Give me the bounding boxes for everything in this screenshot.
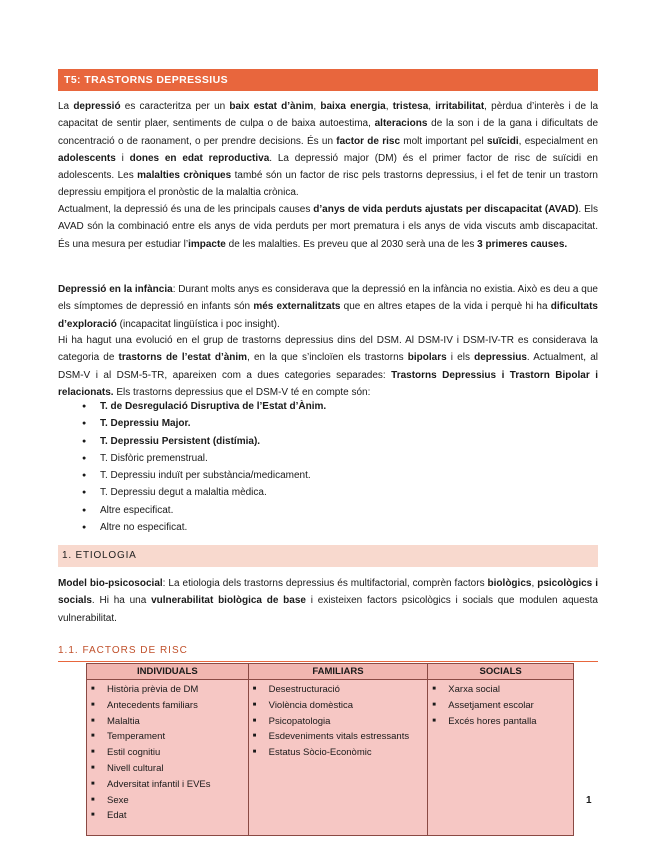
- list-item: ● T. de Desregulació Disruptiva de l’Estat d’Ànim.: [82, 398, 326, 415]
- bold-text-run: tristesa: [392, 101, 429, 112]
- text-run: La: [58, 101, 74, 112]
- chapter-title: T5: TRASTORNS DEPRESSIUS: [58, 69, 598, 91]
- list-item: ■ Violència domèstica: [253, 698, 426, 714]
- text-run: ,: [385, 101, 393, 112]
- text-run: ,: [531, 578, 538, 589]
- list-item: ■ Excés hores pantalla: [432, 714, 571, 730]
- bold-text-run: 3 primeres causes.: [477, 238, 568, 250]
- bold-text-run: depressió: [73, 101, 121, 112]
- list-item: ● T. Depressiu degut a malaltia mèdica.: [82, 484, 326, 501]
- depressive-disorders-list: [82, 398, 326, 536]
- text-run: , en la que s’incloïen els trastorns: [247, 352, 408, 364]
- section-heading-etiologia: 1. ETIOLOGIA: [58, 545, 598, 567]
- bold-text-run: adolescents: [58, 152, 116, 164]
- list-item: ● T. Depressiu induït per substància/medicament.: [82, 467, 326, 484]
- etiologia-paragraph: [58, 575, 598, 627]
- infancia-paragraph: [58, 281, 598, 333]
- bold-text-run: Trastorns Depressius i Trastorn Bipolar i relacionats.: [58, 369, 598, 398]
- text-run: i els: [446, 352, 475, 364]
- individuals-list: [91, 682, 246, 824]
- text-run: i existeixen factors psicològics i socials que modulen aquesta vulnerabilitat.: [58, 595, 598, 624]
- dsm-paragraph: [58, 332, 598, 401]
- intro-paragraph-1: [58, 98, 598, 202]
- text-run: , especialment en: [518, 135, 598, 147]
- socials-cell: [428, 680, 574, 836]
- bold-text-run: baix estat d’ànim: [229, 101, 314, 112]
- list-item: ■ Antecedents familiars: [91, 698, 246, 714]
- bold-text-run: trastorns de l’estat d’ànim: [118, 352, 248, 364]
- text-run: també són un factor de risc pels trastorns depressius, i el fet de tenir un trastorn depressiu empitjora el pronòstic de la malaltia crònica.: [58, 170, 598, 199]
- bold-text-run: vulnerabilitat biològica de base: [151, 595, 306, 607]
- header-individuals: INDIVIDUALS: [87, 664, 249, 680]
- bold-text-run: Depressió en la infància: [58, 284, 173, 295]
- list-item: ■ Psicopatologia: [253, 714, 426, 730]
- bold-text-run: d’anys de vida perduts ajustats per discapacitat (AVAD): [313, 204, 579, 215]
- text-run: i: [115, 152, 130, 164]
- text-run: . Actualment, al DSM-V i al DSM-5-TR, apareixen com a dues categories separades:: [58, 352, 598, 381]
- list-item: ● T. Disfòric premenstrual.: [82, 450, 326, 467]
- list-item: ■ Nivell cultural: [91, 761, 246, 777]
- bold-text-run: dones en edat reproductiva: [129, 152, 270, 164]
- text-run: (incapacitat lingüística i poc insight).: [116, 318, 280, 330]
- bold-text-run: psicològics i socials: [58, 578, 598, 607]
- socials-list: [432, 682, 571, 729]
- list-item: ■ Estil cognitiu: [91, 745, 246, 761]
- list-item: ■ Xarxa social: [432, 682, 571, 698]
- list-item: ■ Adversitat infantil i EVEs: [91, 777, 246, 793]
- text-run: , pèrdua d’interès i de la capacitat de sentir plaer, sentiments de culpa o de baixa autoestima,: [58, 101, 599, 130]
- individuals-cell: [87, 680, 249, 836]
- bold-text-run: impacte: [188, 238, 226, 250]
- list-item: ● T. Depressiu Persistent (distímia).: [82, 433, 326, 450]
- intro-paragraph-2: [58, 201, 598, 253]
- text-run: ,: [313, 101, 321, 112]
- risk-factors-table: [86, 663, 574, 836]
- list-item: ■ Temperament: [91, 729, 246, 745]
- bold-text-run: dificultats d’exploració: [58, 301, 598, 330]
- list-item: ■ Estatus Sòcio-Econòmic: [253, 745, 426, 761]
- list-item: ■ Sexe: [91, 793, 246, 809]
- text-run: . Els AVAD són la combinació entre els anys de vida perduts per mort prematura i els anys de vida viscuts amb discapacitat. És una mesura per estudiar l’: [58, 204, 598, 250]
- text-run: : Durant molts anys es considerava que la depressió en la infància no existia. Això es deu a que els símptomes de depressió en infants són: [58, 284, 598, 313]
- text-run: que en altres etapes de la vida i perquè hi ha: [340, 301, 551, 313]
- text-run: de la son i de la gana i dificultats de concentració o de raonament, o per prendre decisions. És un: [58, 118, 599, 147]
- bold-text-run: baixa energia: [320, 101, 386, 112]
- text-run: . La depressió major (DM) és el primer factor de risc de suïcidi en adolescents. Les: [58, 152, 598, 182]
- header-socials: SOCIALS: [428, 664, 574, 680]
- bold-text-run: suïcidi: [486, 135, 519, 147]
- bold-text-run: Model bio-psicosocial: [58, 578, 163, 589]
- text-run: : La etiologia dels trastorns depressius és multifactorial, comprèn factors: [162, 578, 488, 589]
- bold-text-run: depressius: [474, 352, 527, 364]
- subsection-heading-factors: 1.1. FACTORS DE RISC: [58, 643, 598, 662]
- text-run: de les malalties. Es preveu que al 2030 serà una de les: [225, 238, 478, 250]
- bold-text-run: biològics: [487, 578, 532, 589]
- bold-text-run: bipolars: [407, 352, 447, 364]
- text-run: Hi ha hagut una evolució en el grup de trastorns depressius dins del DSM. Al DSM-IV i DSM-IV-TR es considerava la categoria de: [58, 335, 598, 364]
- text-run: es caracteritza per un: [120, 101, 230, 112]
- list-item: ■ Desestructuració: [253, 682, 426, 698]
- text-run: ,: [428, 101, 436, 112]
- text-run: Els trastorns depressius que el DSM-V té en compte són:: [113, 386, 371, 398]
- list-item: ● Altre no especificat.: [82, 519, 326, 536]
- list-item: ■ Malaltia: [91, 714, 246, 730]
- list-item: ■ Edat: [91, 808, 246, 824]
- list-item: ■ Esdeveniments vitals estressants: [253, 729, 426, 745]
- text-run: molt important pel: [400, 135, 487, 147]
- bold-text-run: alteracions: [374, 118, 428, 130]
- bold-text-run: malalties cròniques: [137, 170, 232, 182]
- familiars-cell: [248, 680, 428, 836]
- text-run: Actualment, la depressió és una de les principals causes: [58, 204, 314, 215]
- list-item: ■ Història prèvia de DM: [91, 682, 246, 698]
- header-familiars: FAMILIARS: [248, 664, 428, 680]
- bold-text-run: irritabilitat: [435, 101, 485, 112]
- list-item: ● T. Depressiu Major.: [82, 415, 326, 432]
- familiars-list: [253, 682, 426, 761]
- bold-text-run: factor de risc: [336, 135, 401, 147]
- list-item: ■ Assetjament escolar: [432, 698, 571, 714]
- text-run: . Hi ha una: [91, 595, 152, 607]
- bold-text-run: més externalitzats: [253, 301, 341, 313]
- list-item: ● Altre especificat.: [82, 502, 326, 519]
- page-number: 1: [586, 795, 592, 806]
